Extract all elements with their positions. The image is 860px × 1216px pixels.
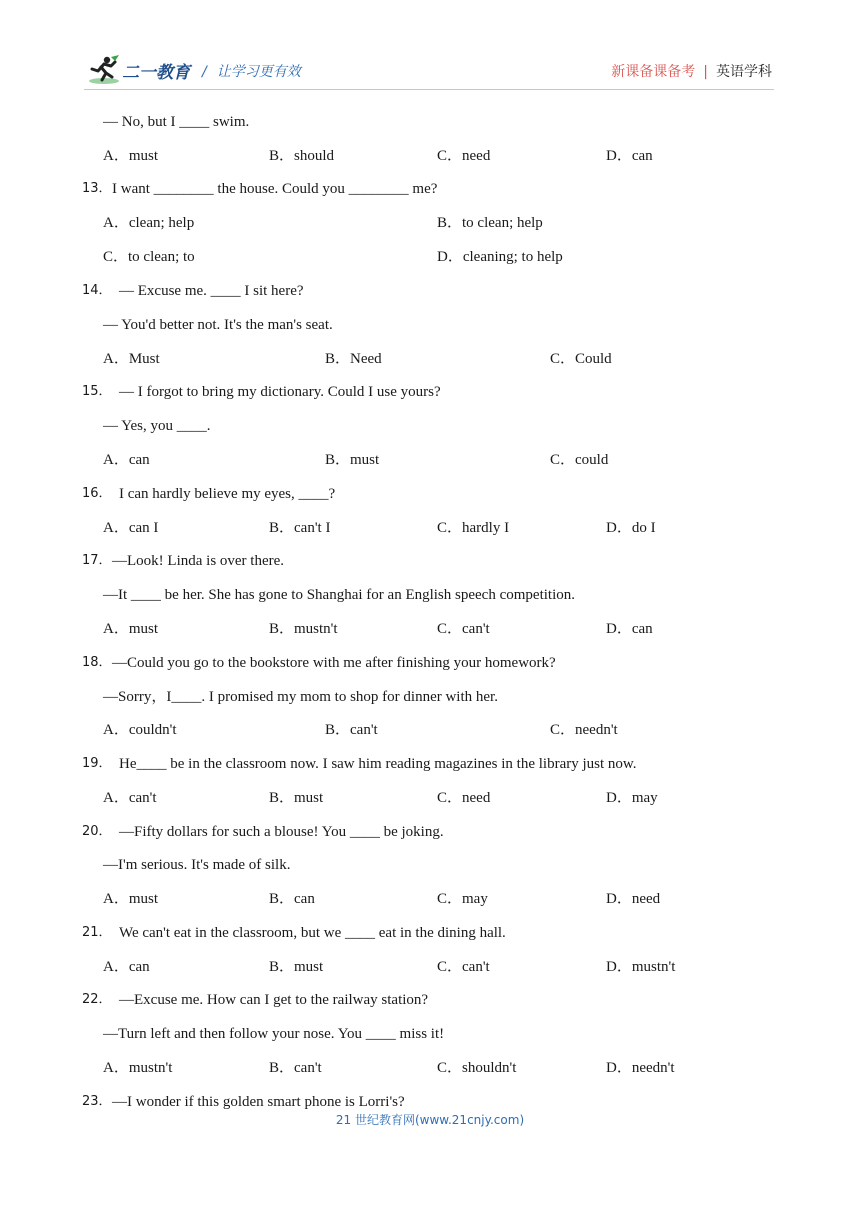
question-number: 20． xyxy=(82,824,112,839)
question-text: — Excuse me. ____ I sit here? xyxy=(119,283,304,299)
runner-logo-icon xyxy=(84,54,120,86)
question-number: 14． xyxy=(82,283,112,298)
option-b[interactable]: B．must xyxy=(325,452,380,468)
option-c[interactable]: C．can't xyxy=(437,959,490,975)
option-b[interactable]: B．can't I xyxy=(269,520,331,536)
option-b[interactable]: B．to clean; help xyxy=(437,215,543,231)
option-c[interactable]: C．Could xyxy=(550,351,612,367)
option-c[interactable]: C．may xyxy=(437,891,488,907)
option-b[interactable]: B．must xyxy=(269,790,324,806)
question-text: —I wonder if this golden smart phone is Lorri's? xyxy=(112,1094,405,1110)
question-number: 15． xyxy=(82,384,112,399)
option-a[interactable]: A．mustn't xyxy=(103,1060,173,1076)
option-a[interactable]: A．can xyxy=(103,959,150,975)
option-d[interactable]: D．cleaning; to help xyxy=(437,249,563,265)
option-a[interactable]: A．can't xyxy=(103,790,157,806)
question-text: —Fifty dollars for such a blouse! You ____ be joking. xyxy=(119,824,444,840)
question-text: — I forgot to bring my dictionary. Could I use yours? xyxy=(119,384,441,400)
question-text: I want ________ the house. Could you ________ me? xyxy=(112,181,438,197)
header-subject: 英语学科 xyxy=(716,64,772,80)
option-d[interactable]: D．do I xyxy=(606,520,656,536)
page-header xyxy=(0,0,860,100)
option-a[interactable]: A．must xyxy=(103,621,159,637)
option-a[interactable]: A．must xyxy=(103,891,159,907)
option-a[interactable]: A．must xyxy=(103,148,159,164)
header-slogan: / 让学习更有效 xyxy=(202,64,301,80)
brand-logo xyxy=(84,54,190,86)
option-b[interactable]: B．can't xyxy=(325,722,378,738)
question-number: 21． xyxy=(82,925,112,940)
question-number: 13． xyxy=(82,181,112,196)
option-d[interactable]: D．needn't xyxy=(606,1060,675,1076)
option-b[interactable]: B．can't xyxy=(269,1060,322,1076)
option-c[interactable]: C．need xyxy=(437,790,491,806)
option-b[interactable]: B．Need xyxy=(325,351,382,367)
option-b[interactable]: B．should xyxy=(269,148,335,164)
page-footer: 21 世纪教育网(www.21cnjy.com) xyxy=(335,1113,525,1127)
question-number: 16． xyxy=(82,486,112,501)
header-right xyxy=(611,61,772,81)
slash-divider: / xyxy=(202,64,207,80)
option-a[interactable]: A．can I xyxy=(103,520,159,536)
option-d[interactable]: D．can xyxy=(606,621,653,637)
question-text: —Look! Linda is over there. xyxy=(112,553,285,569)
option-c[interactable]: C．shouldn't xyxy=(437,1060,517,1076)
option-c[interactable]: C．need xyxy=(437,148,491,164)
option-c[interactable]: C．could xyxy=(550,452,609,468)
question-number: 17． xyxy=(82,553,112,568)
logo-text: 二一教育 xyxy=(122,62,190,83)
header-rule xyxy=(84,89,774,90)
question-text: —Excuse me. How can I get to the railway station? xyxy=(119,992,429,1008)
question-number: 22． xyxy=(82,992,112,1007)
option-d[interactable]: D．need xyxy=(606,891,661,907)
question-number: 23． xyxy=(82,1094,112,1109)
option-a[interactable]: A．couldn't xyxy=(103,722,177,738)
question-text: We can't eat in the classroom, but we ____ eat in the dining hall. xyxy=(119,925,506,941)
header-divider: | xyxy=(703,64,708,80)
option-d[interactable]: D．can xyxy=(606,148,653,164)
option-c[interactable]: C．hardly I xyxy=(437,520,510,536)
question-number: 19． xyxy=(82,756,112,771)
option-d[interactable]: D．mustn't xyxy=(606,959,676,975)
option-c[interactable]: C．to clean; to xyxy=(103,249,195,265)
option-b[interactable]: B．mustn't xyxy=(269,621,338,637)
option-c[interactable]: C．can't xyxy=(437,621,490,637)
question-text: I can hardly believe my eyes, ____? xyxy=(119,486,336,502)
question-number: 18． xyxy=(82,655,112,670)
option-a[interactable]: A．Must xyxy=(103,351,160,367)
question-text: —Could you go to the bookstore with me after finishing your homework? xyxy=(112,655,556,671)
option-a[interactable]: A．can xyxy=(103,452,150,468)
option-d[interactable]: D．may xyxy=(606,790,658,806)
option-c[interactable]: C．needn't xyxy=(550,722,618,738)
option-a[interactable]: A．clean; help xyxy=(103,215,195,231)
question-text: He____ be in the classroom now. I saw him reading magazines in the library just now. xyxy=(119,756,637,772)
option-b[interactable]: B．can xyxy=(269,891,315,907)
option-b[interactable]: B．must xyxy=(269,959,324,975)
header-tagline: 新课备课备考 xyxy=(611,64,696,80)
